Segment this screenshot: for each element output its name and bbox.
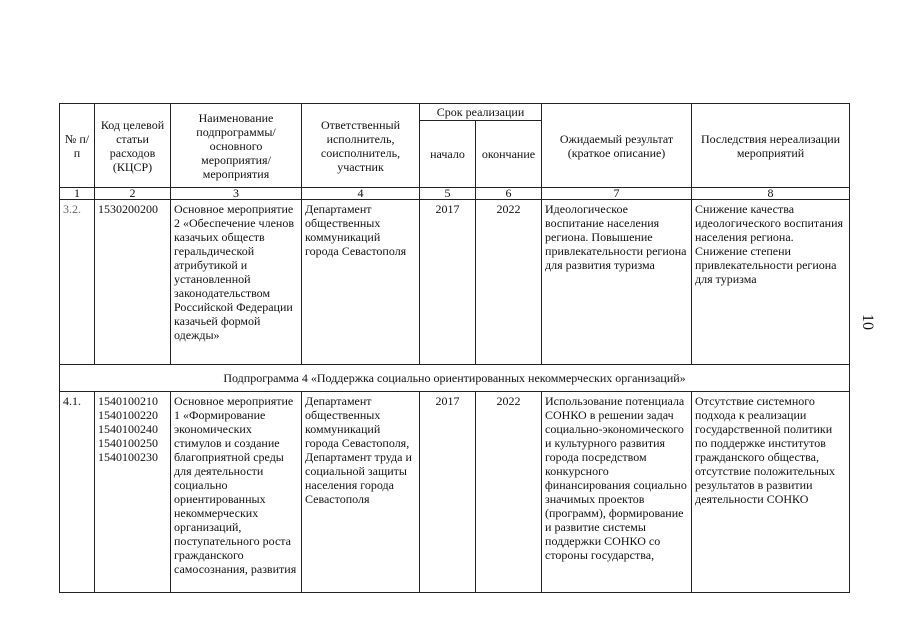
- header-code: Код целевой статьи расходов (КЦСР): [95, 104, 171, 188]
- column-number: 4: [302, 188, 420, 200]
- header-period: Срок реализации: [420, 104, 542, 121]
- column-number: 2: [95, 188, 171, 200]
- measures-table: [59, 103, 850, 593]
- row-consequences: Снижение качества идеологического воспитания населения региона. Снижение степени привлекательности региона для туризма: [692, 200, 850, 365]
- header-responsible: Ответственный исполнитель, соисполнитель, участник: [302, 104, 420, 188]
- row-code: 1540100250: [98, 436, 158, 450]
- row-number: 3.2.: [60, 200, 95, 365]
- row-start: 2017: [420, 200, 476, 365]
- row-responsible: Департамент общественных коммуникаций города Севастополя: [302, 200, 420, 365]
- row-codes: [95, 392, 171, 593]
- row-start: 2017: [420, 392, 476, 593]
- table-row: [60, 392, 850, 593]
- subprogram-row: [60, 365, 850, 392]
- column-number: 1: [60, 188, 95, 200]
- subprogram-title: Подпрограмма 4 «Поддержка социально ориентированных некоммерческих организаций»: [60, 365, 850, 392]
- column-number: 7: [542, 188, 692, 200]
- row-responsible: Департамент общественных коммуникаций города Севастополя, Департамент труда и социальной защиты населения города Севастополя: [302, 392, 420, 593]
- row-number: 4.1.: [60, 392, 95, 593]
- row-code: 1540100210: [98, 394, 158, 408]
- column-number: 5: [420, 188, 476, 200]
- header-end: окончание: [476, 121, 542, 188]
- row-code: 1540100240: [98, 422, 158, 436]
- column-number-row: [60, 188, 850, 200]
- header-num: № п/п: [60, 104, 95, 188]
- row-name: Основное мероприятие 1 «Формирование экономических стимулов и создание благоприятной среды для деятельности социально ориентированных некоммерческих организаций, поступательного роста гражданского самосознания, развития: [171, 392, 302, 593]
- row-name: Основное мероприятие 2 «Обеспечение членов казачьих обществ геральдической атрибутикой и установленной законодательством Российской Федерации казачьей формой одежды»: [171, 200, 302, 365]
- header-consequences: Последствия нереализации мероприятий: [692, 104, 850, 188]
- row-code: 1540100220: [98, 408, 158, 422]
- row-result: Использование потенциала СОНКО в решении задач социально-экономического и культурного развития города посредством конкурсного финансирования социально значимых проектов (программ), формирование и развитие системы поддержки СОНКО со стороны государства,: [542, 392, 692, 593]
- page-number: 10: [859, 314, 876, 330]
- row-code: 1540100230: [98, 450, 158, 464]
- row-end: 2022: [476, 392, 542, 593]
- table-row: [60, 200, 850, 365]
- column-number: 8: [692, 188, 850, 200]
- header-row-top: [60, 104, 850, 121]
- row-result: Идеологическое воспитание населения региона. Повышение привлекательности региона для развития туризма: [542, 200, 692, 365]
- column-number: 6: [476, 188, 542, 200]
- header-result: Ожидаемый результат (краткое описание): [542, 104, 692, 188]
- row-consequences: Отсутствие системного подхода к реализации государственной политики по поддержке институтов гражданского общества, отсутствие положительных результатов в развитии деятельности СОНКО: [692, 392, 850, 593]
- row-end: 2022: [476, 200, 542, 365]
- row-code: 1530200200: [95, 200, 171, 365]
- header-name: Наименование подпрограммы/ основного мероприятия/ мероприятия: [171, 104, 302, 188]
- column-number: 3: [171, 188, 302, 200]
- header-start: начало: [420, 121, 476, 188]
